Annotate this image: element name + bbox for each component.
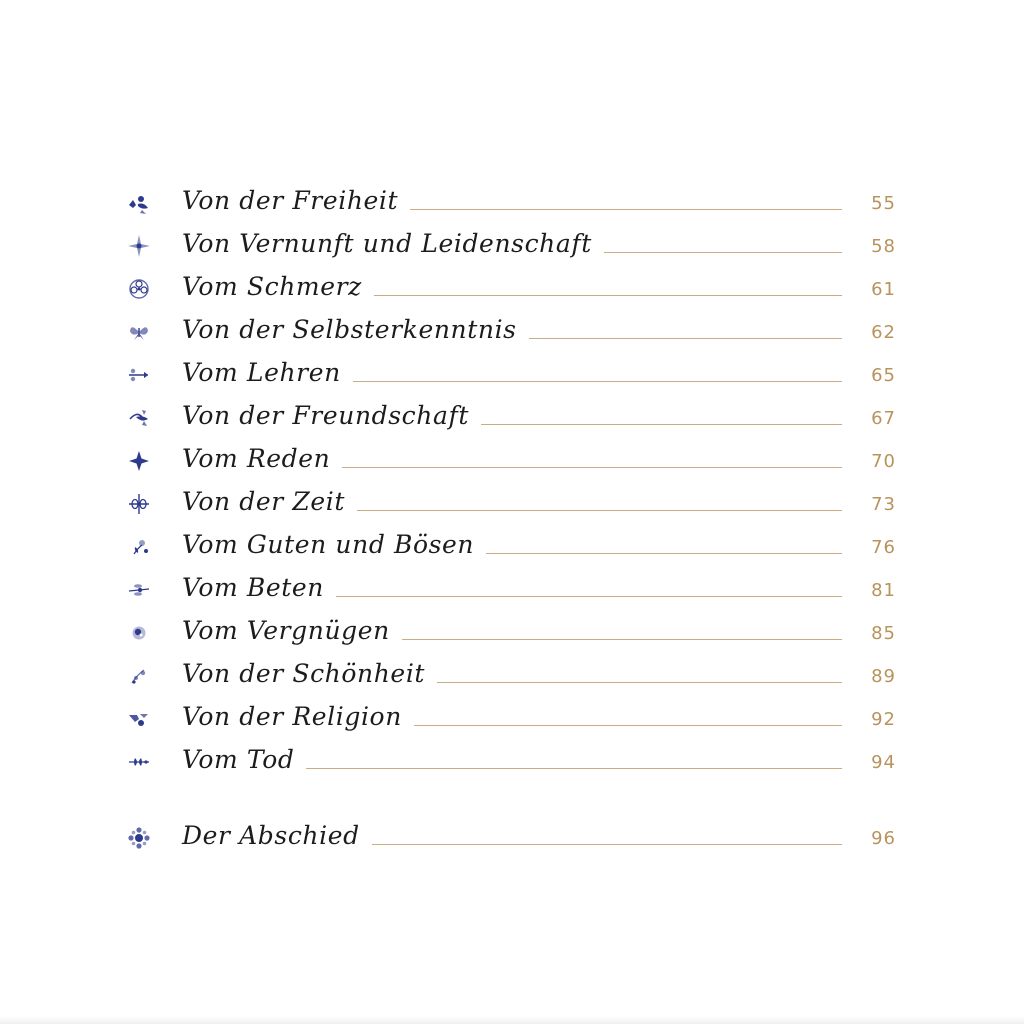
toc-entry-page-number: 65 [871, 365, 896, 386]
star-flower-ornament-icon [126, 233, 152, 259]
twig-ornament-icon [126, 663, 152, 689]
sprig-ornament-icon [126, 362, 152, 388]
page-edge-shadow [0, 1016, 1024, 1024]
toc-entry-page-number: 89 [871, 666, 896, 687]
toc-entry-page-number: 85 [871, 623, 896, 644]
toc-entry-title: Von der Freiheit [182, 184, 410, 218]
toc-entry-page-number: 67 [871, 408, 896, 429]
toc-entry [0, 395, 1024, 438]
leaf-spray-ornament-icon [126, 405, 152, 431]
toc-entry-page-number: 70 [871, 451, 896, 472]
toc-entry [0, 481, 1024, 524]
toc-entry-page-number: 76 [871, 537, 896, 558]
toc-entry-title: Von der Schönheit [182, 657, 437, 691]
toc-entry-title: Vom Guten und Bösen [182, 528, 486, 562]
small-cross-ornament-icon [126, 749, 152, 775]
toc-entry-page-number: 94 [871, 752, 896, 773]
toc-entry-page-number: 81 [871, 580, 896, 601]
flower-sprig-icon [126, 534, 152, 560]
toc-entry [0, 653, 1024, 696]
toc-entry-title: Vom Reden [182, 442, 342, 476]
toc-entry [0, 223, 1024, 266]
floral-ornament-icon [126, 190, 152, 216]
toc-entry-title: Von der Religion [182, 700, 414, 734]
butterfly-ornament-icon [126, 319, 152, 345]
toc-entry-page-number: 55 [871, 193, 896, 214]
bird-ornament-icon [126, 706, 152, 732]
toc-entry [0, 610, 1024, 653]
toc-entry [0, 696, 1024, 739]
toc-entry-title: Von der Selbsterkenntnis [182, 313, 529, 347]
toc-entry [0, 180, 1024, 223]
toc-entry-title: Vom Schmerz [182, 270, 374, 304]
toc-entry [0, 352, 1024, 395]
toc-entry-title: Der Abschied [182, 819, 372, 853]
toc-entry-title: Vom Vergnügen [182, 614, 402, 648]
medallion-ornament-icon [126, 825, 152, 851]
toc-entry-page-number: 92 [871, 709, 896, 730]
dragonfly-ornament-icon [126, 577, 152, 603]
toc-entry [0, 567, 1024, 610]
toc-entry [0, 739, 1024, 782]
rosette-ornament-icon [126, 276, 152, 302]
four-point-star-icon [126, 448, 152, 474]
toc-entry-page-number: 61 [871, 279, 896, 300]
toc-entry-title: Von der Zeit [182, 485, 357, 519]
toc-entry-page-number: 58 [871, 236, 896, 257]
toc-entry [0, 266, 1024, 309]
toc-entry [0, 524, 1024, 567]
round-flower-icon [126, 620, 152, 646]
toc-entry [0, 815, 1024, 858]
toc-entry-title: Vom Beten [182, 571, 336, 605]
toc-entry-page-number: 62 [871, 322, 896, 343]
toc-entry [0, 438, 1024, 481]
toc-entry-title: Von Vernunft und Leidenschaft [182, 227, 604, 261]
toc-entry-title: Vom Tod [182, 743, 306, 777]
cross-flower-icon [126, 491, 152, 517]
toc-entry-page-number: 96 [871, 828, 896, 849]
toc-entry-title: Von der Freundschaft [182, 399, 481, 433]
toc-entry [0, 309, 1024, 352]
toc-entry-page-number: 73 [871, 494, 896, 515]
toc-entry-title: Vom Lehren [182, 356, 353, 390]
table-of-contents [0, 180, 1024, 858]
